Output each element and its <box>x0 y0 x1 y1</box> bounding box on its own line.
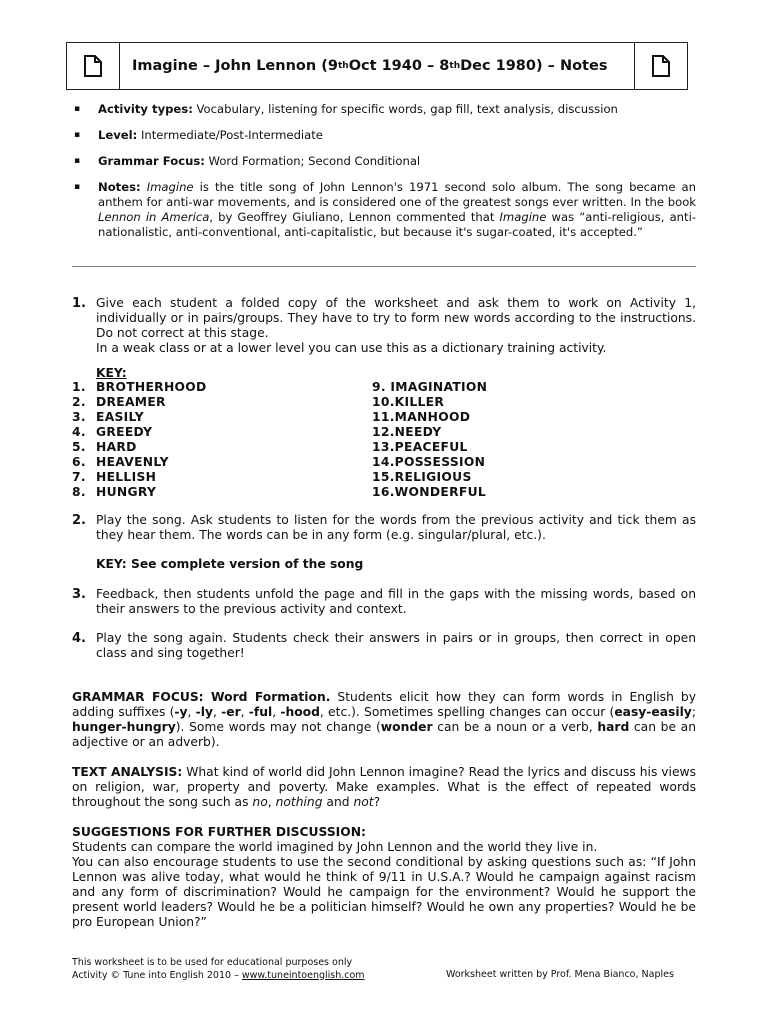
step-1: 1. Give each student a folded copy of the worksheet and ask them to work on Activity 1, individually or in pairs/groups. They have to try to form new words according to the instructions. Do not correct at this stage. In a weak class or at a lower level you can use this as a dictionary training activity. <box>72 296 696 355</box>
key-item: 7. HELLISH <box>72 470 157 484</box>
activity-info-list <box>72 102 696 251</box>
website-link[interactable]: www.tuneintoenglish.com <box>241 969 365 981</box>
key-item: 15.RELIGIOUS <box>372 470 472 484</box>
key-label: KEY: <box>96 366 127 380</box>
text-analysis-paragraph: TEXT ANALYSIS: What kind of world did John Lennon imagine? Read the lyrics and discuss his views on religion, war, property and poverty. Make examples. What is the effect of repeated words throughout the song such as no, nothing and not? <box>72 765 696 809</box>
key-item: 8. HUNGRY <box>72 485 157 499</box>
document-icon <box>67 43 120 89</box>
key-column-left <box>72 380 372 500</box>
key-item: 2. DREAMER <box>72 395 166 409</box>
key-item: 13.PEACEFUL <box>372 440 468 454</box>
key-item: 10.KILLER <box>372 395 445 409</box>
step-2: 2. Play the song. Ask students to listen for the words from the previous activity and tick them as they hear them. The words can be in any form (e.g. singular/plural, etc.). <box>72 513 696 542</box>
key-item: 5. HARD <box>72 440 137 454</box>
key-item: 12.NEEDY <box>372 425 442 439</box>
divider <box>72 266 696 267</box>
step-3: 3. Feedback, then students unfold the page and fill in the gaps with the missing words, based on their answers to the previous activity and context. <box>72 587 696 616</box>
key-item: 11.MANHOOD <box>372 410 471 424</box>
document-icon <box>634 43 687 89</box>
page-title: Imagine – John Lennon (9 th Oct 1940 – 8 th Dec 1980) – Notes <box>132 58 608 74</box>
list-item: ▪ Level: Intermediate/Post-Intermediate <box>74 128 323 142</box>
key-item: 14.POSSESSION <box>372 455 486 469</box>
key-item: 3. EASILY <box>72 410 144 424</box>
key-item: 4. GREEDY <box>72 425 153 439</box>
title-box <box>66 42 688 90</box>
step-4: 4. Play the song again. Students check their answers in pairs or in groups, then correct in open class and sing together! <box>72 631 696 660</box>
key-list <box>72 380 672 500</box>
list-item: ▪ Activity types: Vocabulary, listening for specific words, gap fill, text analysis, discussion <box>74 102 618 116</box>
key-item: 6. HEAVENLY <box>72 455 169 469</box>
footer-left: This worksheet is to be used for educational purposes only Activity © Tune into English 2010 – www.tuneintoenglish.com <box>72 957 365 981</box>
suggestions-section: SUGGESTIONS FOR FURTHER DISCUSSION: Students can compare the world imagined by John Lennon and the world they live in. You can also encourage students to use the second conditional by asking questions such as: “If John Lennon was alive today, what would he think of 9/11 in U.S.A.? Would he campaign against racism and any form of discrimination? Would he campaign for the environment? Would he support the present world leaders? Would he be a politician himself? Would he own any properties? Would he be pro European Union?” <box>72 825 696 929</box>
grammar-focus-paragraph: GRAMMAR FOCUS: Word Formation. Students elicit how they can form words in English by adding suffixes (-y, -ly, -er, -ful, -hood, etc.). Sometimes spelling changes can occur (easy-easily; hunger-hungry). Some words may not change (wonder can be a noun or a verb, hard can be an adjective or an adverb). <box>72 690 696 749</box>
list-item: ▪ Grammar Focus: Word Formation; Second Conditional <box>74 154 421 168</box>
footer-right: Worksheet written by Prof. Mena Bianco, Naples <box>446 969 674 980</box>
key-column-right <box>372 380 672 500</box>
key-item: 16.WONDERFUL <box>372 485 486 499</box>
key-item: 9. IMAGINATION <box>372 380 488 394</box>
list-item: ▪ Notes: Imagine is the title song of John Lennon's 1971 second solo album. The song became an anthem for anti-war movements, and is considered one of the greatest songs ever written. In the book Lennon in America, by Geoffrey Giuliano, Lennon commented that Imagine was “anti-religious, anti-nationalistic, anti-conventional, anti-capitalistic, but because it's sugar-coated, it's accepted.” <box>74 180 696 239</box>
step-2-key: KEY: See complete version of the song <box>96 557 364 571</box>
key-item: 1. BROTHERHOOD <box>72 380 207 394</box>
